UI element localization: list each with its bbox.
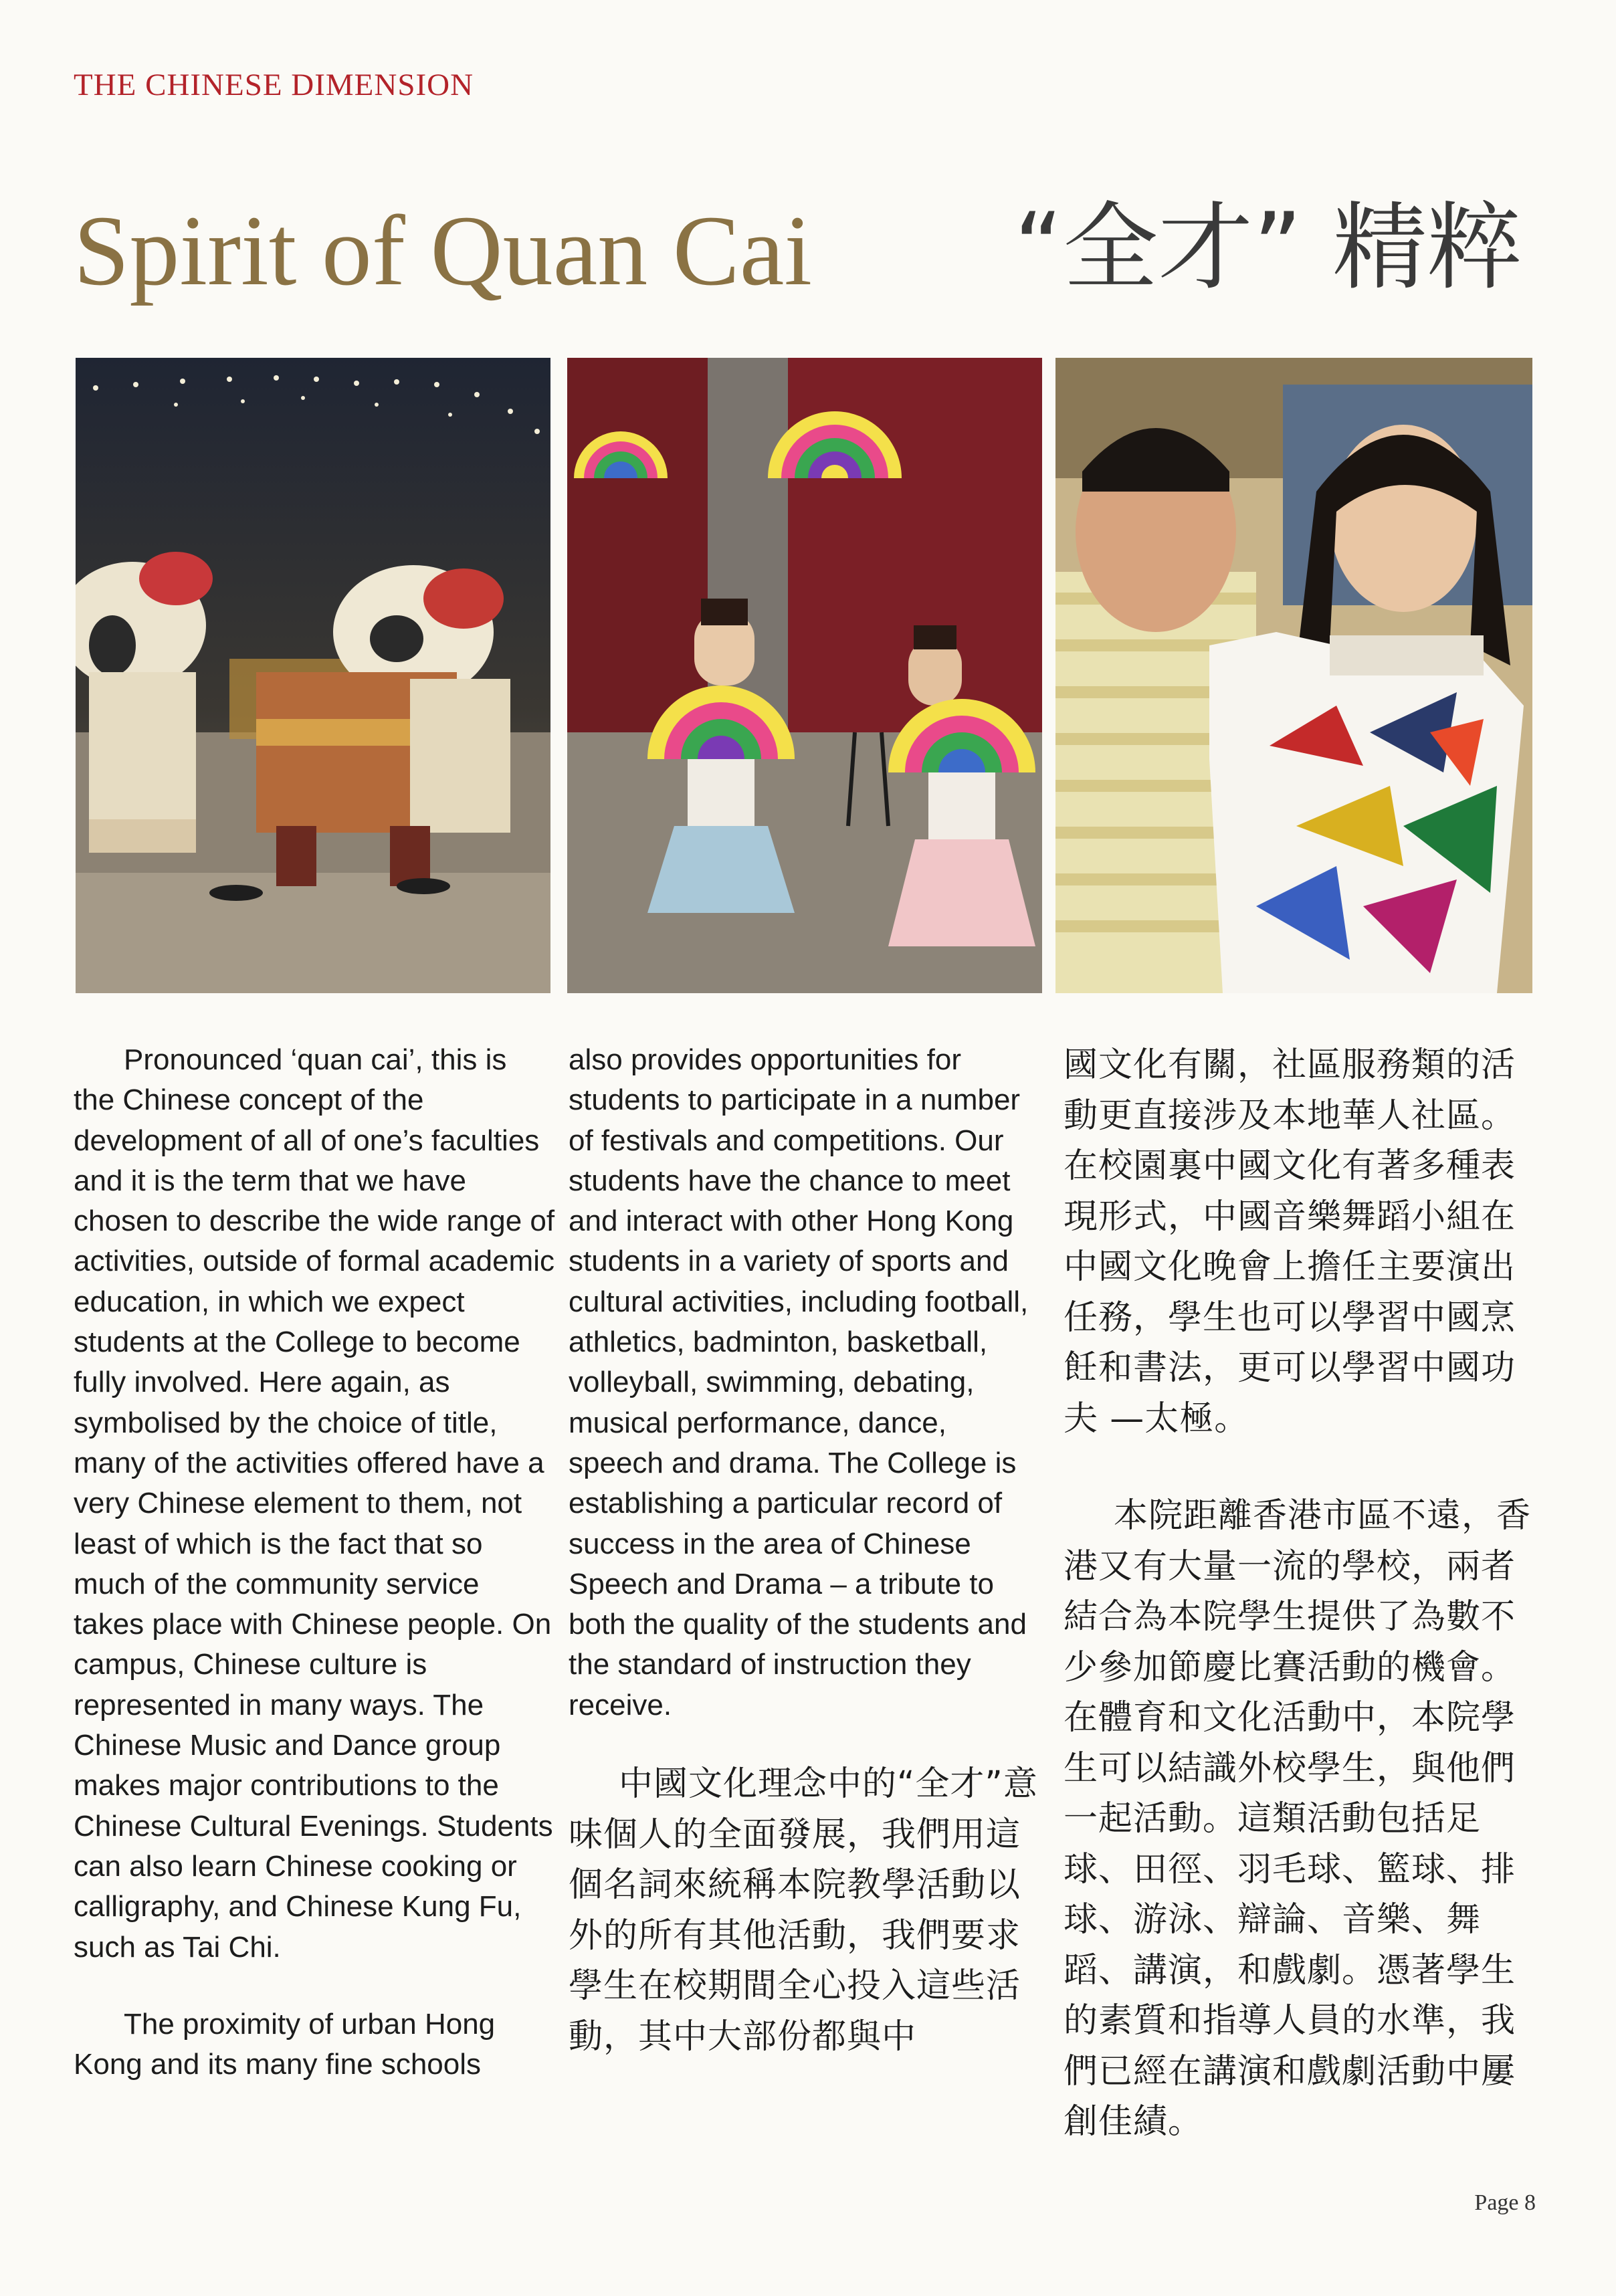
article-column-3	[1064, 1040, 1545, 2148]
article-column-2	[569, 1040, 1043, 2062]
article-column-1	[74, 1040, 555, 2085]
article-paragraph-en-2b: also provides opportunities for students to participate in a number of festivals and competitions. Our students have the chance to meet and interact with other Hong Kong students in a variety of sports and cultural activities, including football, athletics, badminton, basketball, volleyball, swimming, debating, musical performance, dance, speech and drama. The College is establishing a particular record of success in the area of Chinese Speech and Drama – a tribute to both the quality of the students and the standard of instruction they receive.	[569, 1043, 1029, 1721]
article-paragraph-zh-1b: 國文化有關，社區服務類的活動更直接涉及本地華人社區。在校園裏中國文化有著多種表現形式，中國音樂舞蹈小組在中國文化晚會上擔任主要演出任務，學生也可以學習中國烹飪和書法，更可以學習中國功夫 —太極。	[1064, 1045, 1516, 1439]
article-paragraph-en-1: Pronounced ‘quan cai’, this is the Chinese concept of the development of all of one’s faculties and it is the term that we have chosen to describe the wide range of activities, outside of formal academic education, in which we expect students at the College to become fully involved. Here again, as symbolised by the choice of title, many of the activities offered have a very Chinese element to them, not least of which is the fact that so much of the community service takes place with Chinese people. On campus, Chinese culture is represented in many ways. The Chinese Music and Dance group makes major contributions to the Chinese Cultural Evenings. Students can also learn Chinese cooking or calligraphy, and Chinese Kung Fu, such as Tai Chi.	[74, 1043, 555, 1964]
title-english: Spirit of Quan Cai	[74, 195, 813, 306]
title-chinese: “全才” 精粹	[1013, 193, 1522, 303]
article-paragraph-en-2a: The proximity of urban Hong Kong and its many fine schools	[74, 2007, 496, 2081]
fan-dance-photo	[567, 358, 1042, 993]
section-label: THE CHINESE DIMENSION	[74, 68, 474, 102]
page-number: Page 8	[1474, 2190, 1536, 2215]
article-paragraph-zh-1a: 中國文化理念中的“全才”意味個人的全面發展，我們用這個名詞來統稱本院教學活動以外的所有其他活動，我們要求學生在校期間全心投入這些活動，其中大部份都與中	[569, 1764, 1038, 2057]
painted-tshirt-photo	[1055, 358, 1532, 993]
article-paragraph-zh-2: 本院距離香港市區不遠，香港又有大量一流的學校，兩者結合為本院學生提供了為數不少參加節慶比賽活動的機會。在體育和文化活動中，本院學生可以結識外校學生，與他們一起活動。這類活動包括足球、田徑、羽毛球、籃球、排球、游泳、辯論、音樂、舞蹈、講演，和戲劇。憑著學生的素質和指導人員的水準，我們已經在講演和戲劇活動中屢創佳績。	[1064, 1496, 1532, 2142]
lion-dance-photo	[76, 358, 550, 993]
